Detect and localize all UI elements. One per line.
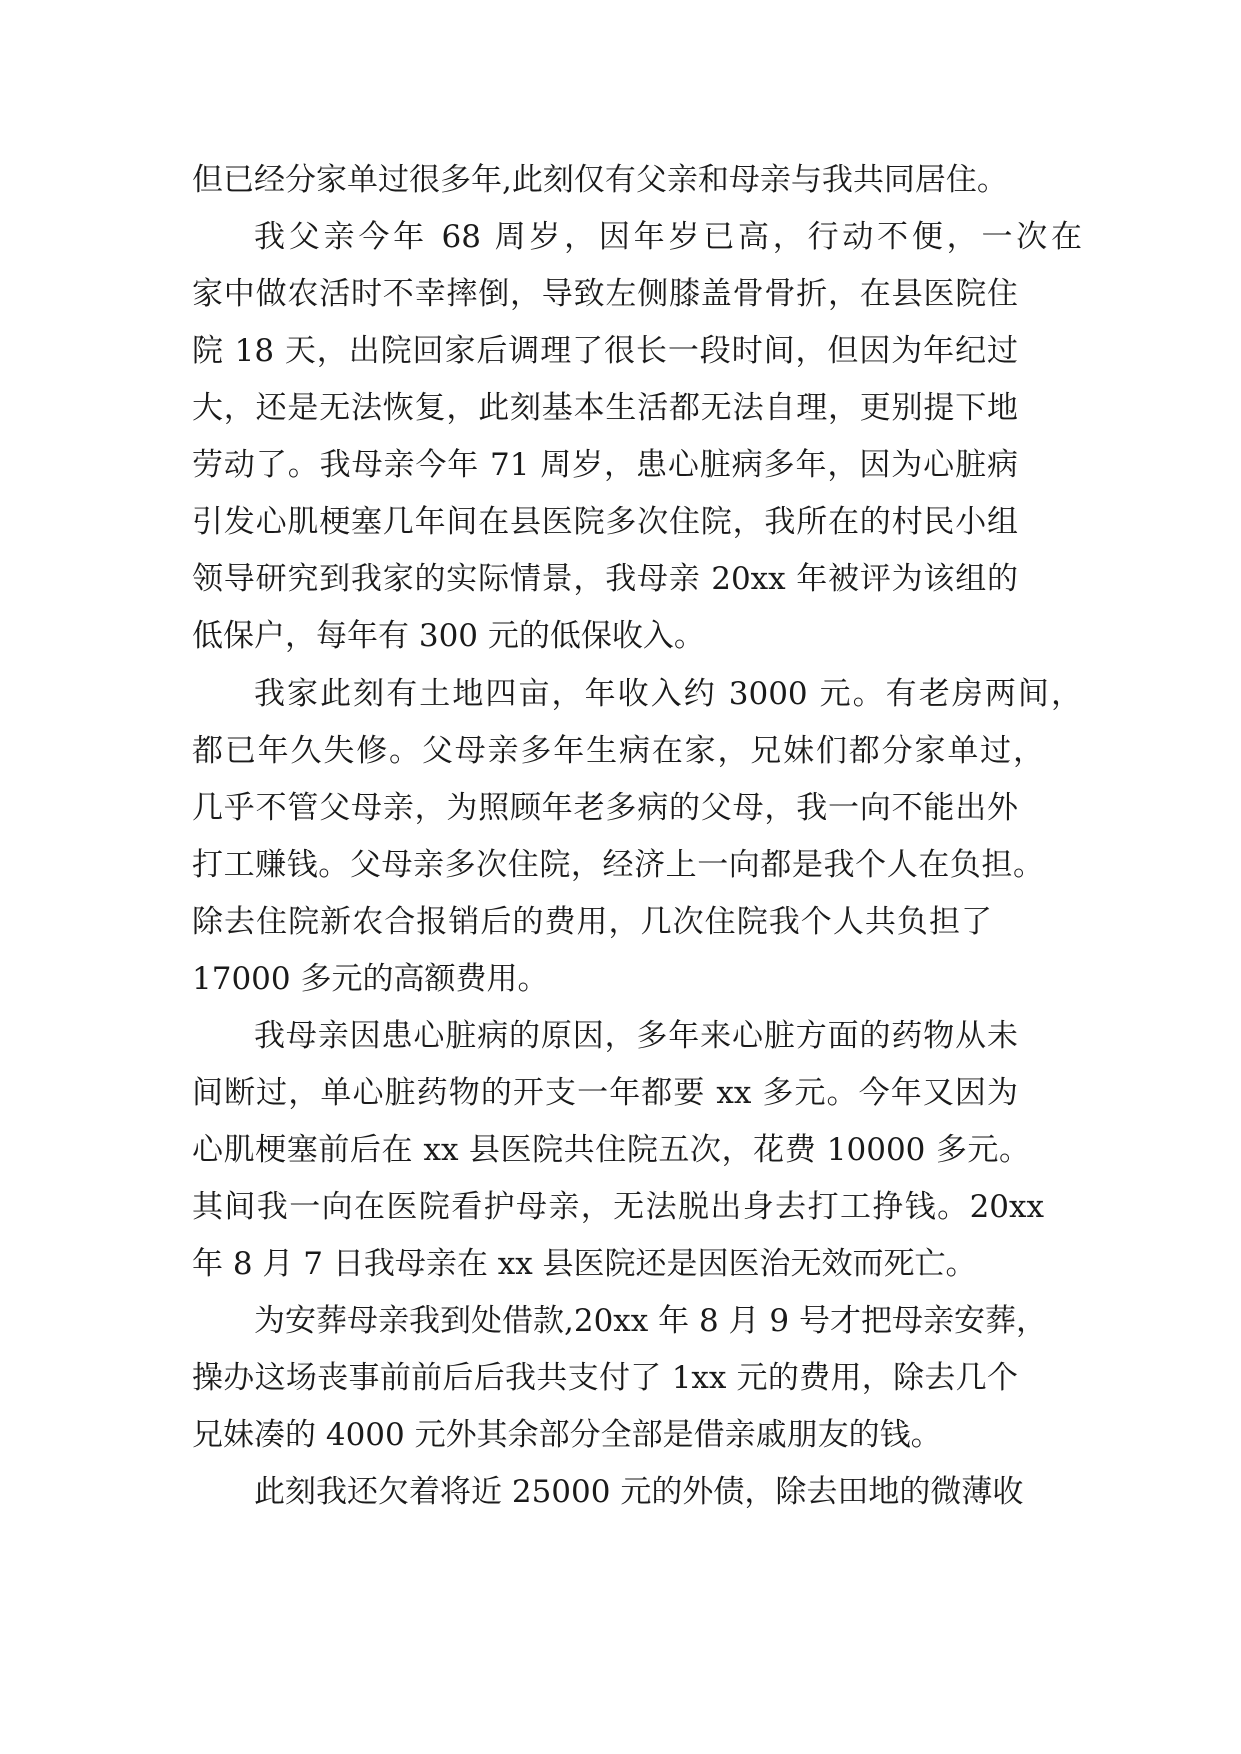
text-line: 此刻我还欠着将近 25000 元的外债，除去田地的微薄收 [254,1474,1024,1510]
text-line: 操办这场丧事前前后后我共支付了 1xx 元的费用，除去几个 [192,1360,1018,1396]
text-line: 领导研究到我家的实际情景，我母亲 20xx 年被评为该组的 [192,561,1018,597]
text-line: 劳动了。我母亲今年 71 周岁，患心脏病多年，因为心脏病 [192,447,1018,483]
text-line: 我母亲因患心脏病的原因，多年来心脏方面的药物从未 [254,1018,1018,1054]
text-line: 都已年久失修。父母亲多年生病在家，兄妹们都分家单过， [192,733,1044,769]
text-line: 兄妹凑的 4000 元外其余部分全部是借亲戚朋友的钱。 [192,1417,942,1453]
text-line: 打工赚钱。父母亲多次住院，经济上一向都是我个人在负担。 [192,847,1044,883]
text-line: 除去住院新农合报销后的费用，几次住院我个人共负担了 [192,904,992,940]
text-line: 为安葬母亲我到处借款,20xx 年 8 月 9 号才把母亲安葬， [254,1303,1047,1339]
text-line: 我父亲今年 68 周岁，因年岁已高，行动不便，一次在 [254,219,1082,255]
text-line: 间断过，单心脏药物的开支一年都要 xx 多元。今年又因为 [192,1075,1018,1111]
text-line: 家中做农活时不幸摔倒，导致左侧膝盖骨骨折，在县医院住 [192,276,1018,312]
text-line: 引发心肌梗塞几年间在县医院多次住院，我所在的村民小组 [192,504,1018,540]
text-line: 院 18 天，出院回家后调理了很长一段时间，但因为年纪过 [192,333,1018,369]
text-line: 年 8 月 7 日我母亲在 xx 县医院还是因医治无效而死亡。 [192,1246,977,1282]
text-line: 但已经分家单过很多年,此刻仅有父亲和母亲与我共同居住。 [192,162,1008,198]
text-line: 心肌梗塞前后在 xx 县医院共住院五次，花费 10000 多元。 [192,1132,1030,1168]
text-line: 我家此刻有土地四亩，年收入约 3000 元。有老房两间， [254,676,1082,712]
text-line: 低保户，每年有 300 元的低保收入。 [192,618,705,654]
text-line: 几乎不管父母亲，为照顾年老多病的父母，我一向不能出外 [192,790,1018,826]
text-line: 大，还是无法恢复，此刻基本生活都无法自理，更别提下地 [192,390,1018,426]
text-line: 其间我一向在医院看护母亲，无法脱出身去打工挣钱。20xx [192,1189,1044,1225]
text-line: 17000 多元的高额费用。 [192,961,549,997]
